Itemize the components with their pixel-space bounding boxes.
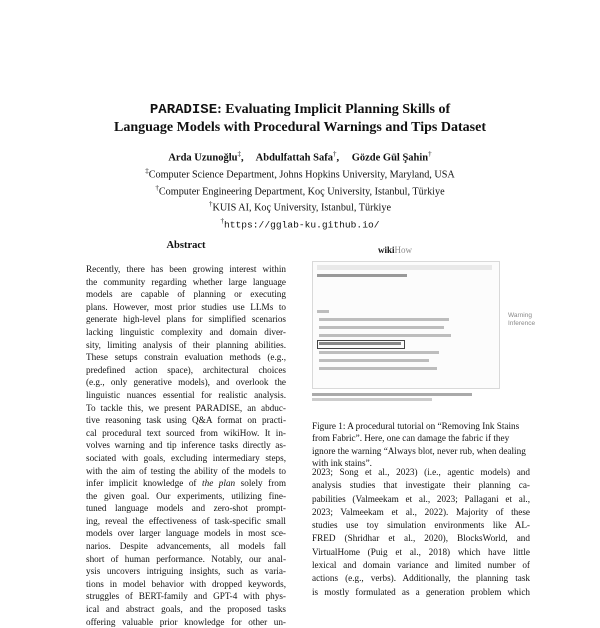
project-url[interactable]: https://gglab-ku.github.io/ [224,219,380,231]
author-mark: † [428,150,432,158]
intro-text [312,466,530,599]
abstract-line: tive reasoning task using Q&A format on practi- [86,415,286,426]
affiliation-mark: ‡ [145,167,149,175]
tutorial-screenshot [312,261,500,389]
abstract-line: predefined action space), architectural choices [86,364,286,375]
screenshot-heading [317,274,407,277]
affiliation-line [60,198,540,215]
paper-title [60,101,540,136]
abstract-line: models over larger language models in most sce- [86,528,286,539]
footer-line [312,398,432,401]
body-line: FRED (Shridhar et al., 2020), BlocksWorld, and [312,533,530,544]
affiliation-mark: † [155,183,159,192]
abstract-line: ysis uncovers intriguing insights, such as varia- [86,566,286,577]
body-line: pabilities (Valmeekam et al., 2023; Pallagani et al., [312,493,530,504]
abstract-line: plans. However, most prior studies use LLMs to [86,301,286,312]
title-line1: : Evaluating Implicit Planning Skills of [217,102,451,117]
screenshot-step [319,351,439,354]
abstract-text: solely from [235,478,287,489]
body-line: lexical and domain variance and limited number of [312,560,530,571]
logo-how: How [394,245,413,255]
url-mark: † [220,216,225,225]
wikihow-logo [378,245,412,255]
screenshot-topbar [317,265,492,270]
screenshot-step [319,367,437,370]
author-name: Gözde Gül Şahin [351,152,429,164]
abstract-line: Recently, there has been growing interest within [86,264,286,274]
author-name: Arda Uzunoğlu [168,152,238,164]
author-mark: ‡ [237,150,241,158]
affiliation-mark: † [208,200,213,209]
footer-line [312,393,472,396]
abstract-body [86,263,286,628]
abstract-line: lacking linguistic complexity and domain diver- [86,326,286,337]
body-line: 2023; Song et al., 2023) (i.e., agentic models) and [312,467,530,477]
affiliation-line [60,165,540,182]
screenshot-step [319,359,429,362]
side-label: Warning [508,312,532,319]
abstract-line: narios. Despite advancements, all models fall [86,541,286,552]
title-prefix: PARADISE [149,102,218,118]
abstract-line: generate high-level plans for simplified scenarios [86,314,286,325]
body-line: VirtualHome (Puig et al., 2018) which have little [312,546,530,557]
body-line: actions (e.g., verbs). Additionally, the planning task [312,573,530,584]
affiliation-text: Computer Science Department, Johns Hopkins University, Maryland, USA [148,169,455,181]
screenshot-step [319,318,449,321]
abstract-line: ing, reveal the effectiveness of task-specific small [86,515,286,526]
title-line2: Language Models with Procedural Warnings and Tips Dataset [114,120,486,135]
affiliation-text: Computer Engineering Department, Koç University, Istanbul, Türkiye [158,185,445,197]
author-name: Abdulfattah Safa [255,152,333,164]
affiliation-line [60,182,540,199]
figure-caption: Figure 1: A procedural tutorial on “Removing Ink Stains from Fabric”. Here, one can damage the fabric if they ignore the warning “Always blot, never rub, when dealing with ink stains”. [312,421,526,469]
screenshot-footer [312,393,498,401]
body-line: 2023; Valmeekam et al., 2022). Majority of these [312,506,530,517]
body-line: is mostly formulated as a generation problem which [312,586,530,597]
author-mark: † [332,150,337,158]
affiliation-text: KUIS AI, Koç University, Istanbul, Türkiye [212,202,392,214]
side-label: Inference [508,320,536,327]
affiliations [60,165,540,231]
author-list: Arda Uzunoğlu‡, Abdulfattah Safa†, Gözde Gül Şahin† [168,150,432,164]
abstract-line: cal procedural text sourced from wikiHow. It in- [86,427,286,438]
abstract-line: struggles of BERT-family and GPT-4 with phys- [86,591,286,602]
abstract-line: (e.g., only generative models), and overlook the [86,377,286,388]
abstract-line: with the aim of testing the ability of the models to [86,465,286,476]
abstract-line: linguistic nuances essential for realistic analysis. [86,389,286,400]
abstract-heading: Abstract [166,240,206,251]
logo-wiki: wiki [378,245,395,255]
abstract-line: volves warning and tip inference tasks directly as- [86,440,286,451]
abstract-line: ical and abstract goals, and the proposed tasks [86,604,286,615]
body-line: studies use toy simulation environments like AL- [312,520,530,531]
abstract-line: tuned language models and zero-shot prompt- [86,503,286,514]
abstract-line: offering valuable prior knowledge for other un- [86,616,286,627]
abstract-line: the community regarding whether large language [86,276,286,287]
abstract-line: sociated with goals, excluding intermediary steps, [86,452,286,463]
body-line: analysis studies that investigate their planning ca- [312,480,530,491]
abstract-text: infer implicit knowledge of [86,478,197,489]
screenshot-step [319,326,444,329]
screenshot-steps-label [317,310,329,313]
abstract-line: These setups constrain evaluation methods (e.g., [86,352,286,363]
screenshot-step [319,334,451,337]
abstract-italic: the plan [202,478,236,489]
abstract-line: short of human performance. Notably, our anal- [86,553,286,564]
abstract-line: the given goal. Our experiments, utilizing fine- [86,490,286,501]
figure-1 [312,243,536,413]
abstract-line: tions in model behavior with dropped keywords, [86,578,286,589]
abstract-line: sity, limiting analysis of their planning abilities. [86,339,286,350]
abstract-line: models are capable of planning or executing [86,289,286,300]
project-url-line [60,215,540,232]
abstract-line-mixed [86,477,286,490]
screenshot-warning-text [319,342,401,345]
abstract-line: To tackle this, we present PARADISE, an abduc- [86,402,286,413]
inference-label [508,312,536,328]
